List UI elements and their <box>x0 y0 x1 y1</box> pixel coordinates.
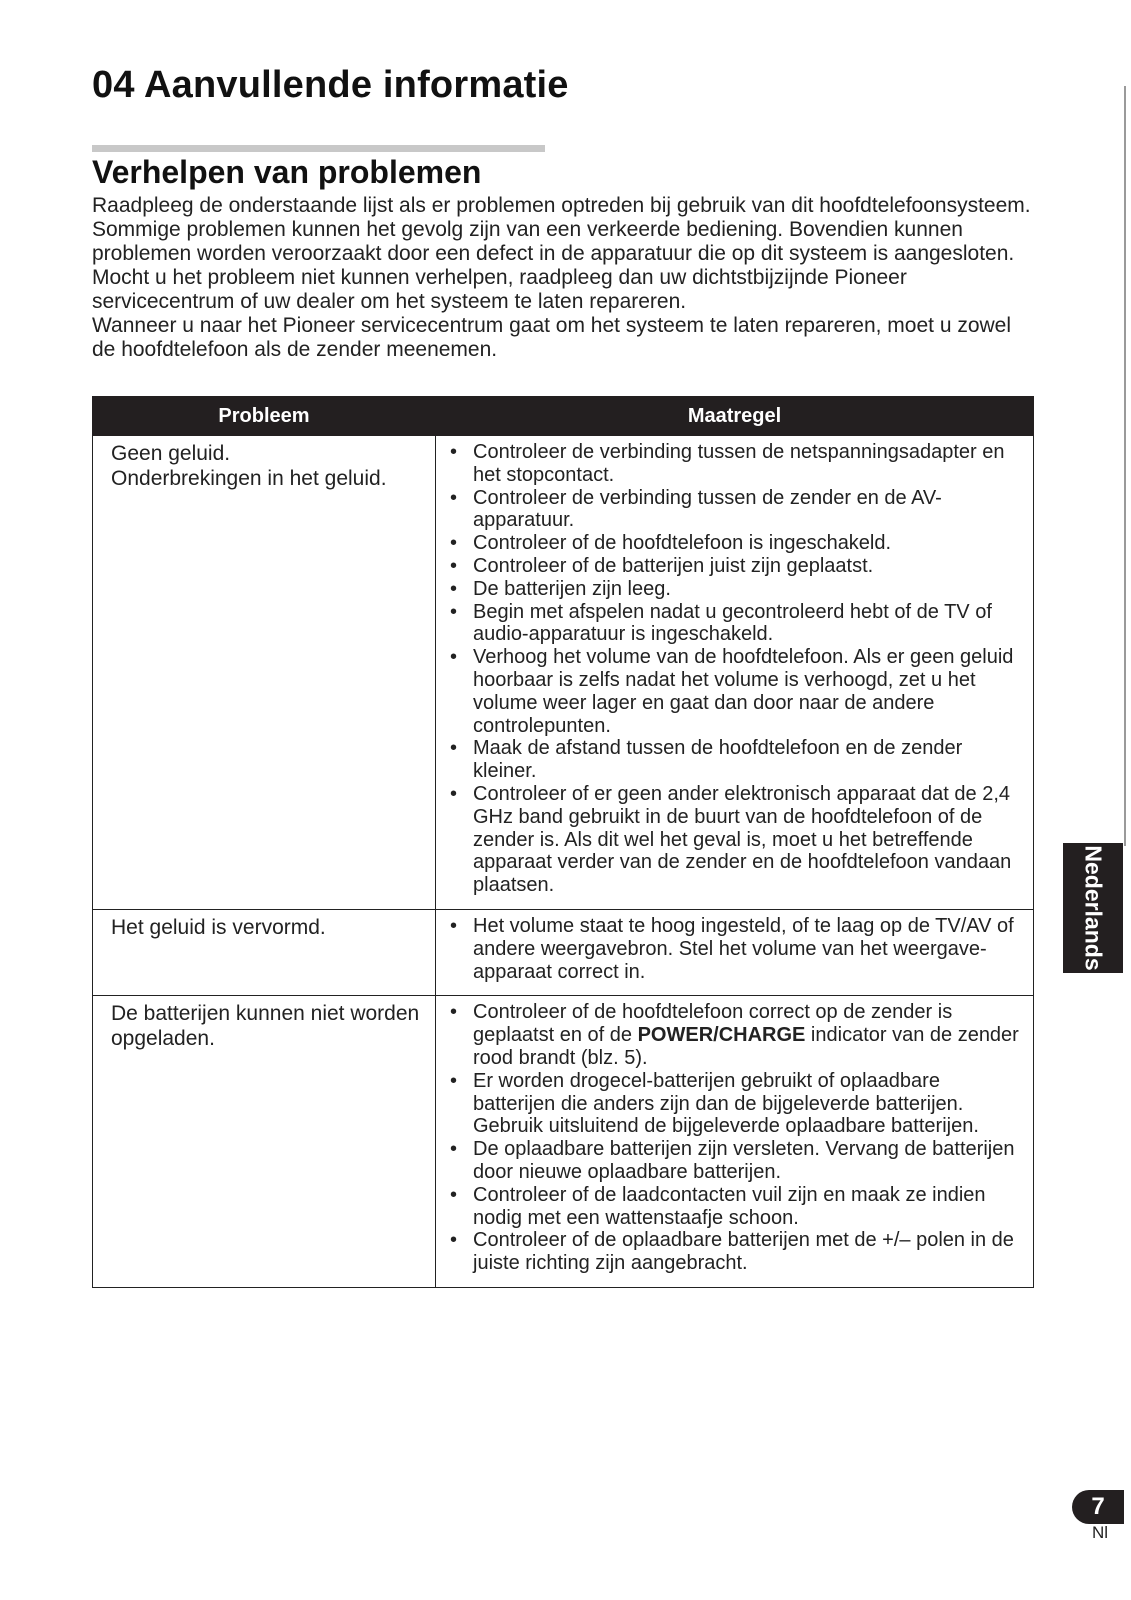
measure-list <box>450 441 1019 897</box>
table-row <box>93 436 1034 910</box>
measure-item: • De batterijen zijn leeg. <box>450 578 1019 601</box>
power-charge-label: POWER/CHARGE <box>637 1024 806 1047</box>
measure-item <box>450 1001 1019 1069</box>
measure-item: • De oplaadbare batterijen zijn versleten. Vervang de batterijen door nieuwe oplaadbare batterijen. <box>450 1138 1019 1184</box>
measure-item: • Controleer of er geen ander elektronisch apparaat dat de 2,4 GHz band gebruikt in de buurt van de hoofdtelefoon of de zender is. Als dit wel het geval is, moet u het betreffende apparaat verder van de zender en de hoofdtelefoon vandaan plaatsen. <box>450 783 1019 897</box>
language-side-tab-label: Nederlands <box>1080 845 1107 971</box>
measure-item: • Controleer of de batterijen juist zijn geplaatst. <box>450 555 1019 578</box>
measure-text: indicator van de zender rood brandt (blz. 5). <box>473 1024 1019 1069</box>
measure-item: • Er worden drogecel-batterijen gebruikt of oplaadbare batterijen die anders zijn dan de bijgeleverde batterijen. Gebruik uitsluitend de bijgeleverde oplaadbare batterijen. <box>450 1070 1019 1138</box>
troubleshooting-table <box>92 396 1034 1288</box>
measure-item: • Maak de afstand tussen de hoofdtelefoon en de zender kleiner. <box>450 737 1019 783</box>
measure-item: • Controleer of de hoofdtelefoon is ingeschakeld. <box>450 532 1019 555</box>
measure-item: • Begin met afspelen nadat u gecontroleerd hebt of de TV of audio-apparatuur is ingeschakeld. <box>450 601 1019 647</box>
measure-item: • Controleer de verbinding tussen de zender en de AV-apparatuur. <box>450 487 1019 533</box>
table-row <box>93 909 1034 995</box>
problem-text: Het geluid is vervormd. <box>111 915 326 939</box>
intro-paragraph: Raadpleeg de onderstaande lijst als er problemen optreden bij gebruik van dit hoofdtelefoonsysteem. <box>92 194 1031 217</box>
column-header-problem: Probleem <box>93 397 436 436</box>
section-divider-bar <box>92 145 545 152</box>
problem-cell <box>93 996 436 1288</box>
problem-text: De batterijen kunnen niet worden opgeladen. <box>111 1002 420 1051</box>
table-row <box>93 996 1034 1288</box>
intro-text <box>92 194 1032 362</box>
measure-cell <box>436 436 1034 910</box>
page-edge-line <box>1124 86 1126 846</box>
measure-list <box>450 915 1019 983</box>
measure-text: Controleer of de hoofdtelefoon correct op de zender is geplaatst en of de <box>473 1001 953 1047</box>
measure-item: • Controleer de verbinding tussen de netspanningsadapter en het stopcontact. <box>450 441 1019 487</box>
measure-item: • Controleer of de oplaadbare batterijen met de +/– polen in de juiste richting zijn aangebracht. <box>450 1229 1019 1275</box>
measure-item: • Het volume staat te hoog ingesteld, of te laag op de TV/AV of andere weergavebron. Stel het volume van het weergave-apparaat correct in. <box>450 915 1019 983</box>
problem-cell <box>93 909 436 995</box>
problem-cell <box>93 436 436 910</box>
measure-item: • Verhoog het volume van de hoofdtelefoon. Als er geen geluid hoorbaar is zelfs nadat het volume is verhoogd, zet u het volume weer lager en gaat dan door naar de andere controlepunten. <box>450 646 1019 737</box>
column-header-measure: Maatregel <box>436 397 1034 436</box>
measure-cell <box>436 909 1034 995</box>
table-header-row <box>93 397 1034 436</box>
page-language-code: Nl <box>1091 1523 1109 1542</box>
problem-text: Geen geluid. <box>111 442 231 465</box>
page-number: 7 <box>1091 1493 1105 1520</box>
intro-paragraph: Sommige problemen kunnen het gevolg zijn van een verkeerde bediening. Bovendien kunnen problemen worden veroorzaakt door een defect in de apparatuur die op dit systeem is aangesloten. Mocht u het probleem niet kunnen verhelpen, raadpleeg dan uw dichtstbijzijnde Pioneer servicecentrum of uw dealer om het systeem te laten repareren. <box>92 218 1015 313</box>
measure-list <box>450 1001 1019 1275</box>
problem-text: Onderbrekingen in het geluid. <box>111 467 387 490</box>
measure-cell <box>436 996 1034 1288</box>
measure-item: • Controleer of de laadcontacten vuil zijn en maak ze indien nodig met een wattenstaafje schoon. <box>450 1184 1019 1230</box>
intro-paragraph: Wanneer u naar het Pioneer servicecentrum gaat om het systeem te laten repareren, moet u zowel de hoofdtelefoon als de zender meenemen. <box>92 314 1012 361</box>
chapter-title: 04 Aanvullende informatie <box>92 64 569 106</box>
section-title: Verhelpen van problemen <box>92 154 482 190</box>
